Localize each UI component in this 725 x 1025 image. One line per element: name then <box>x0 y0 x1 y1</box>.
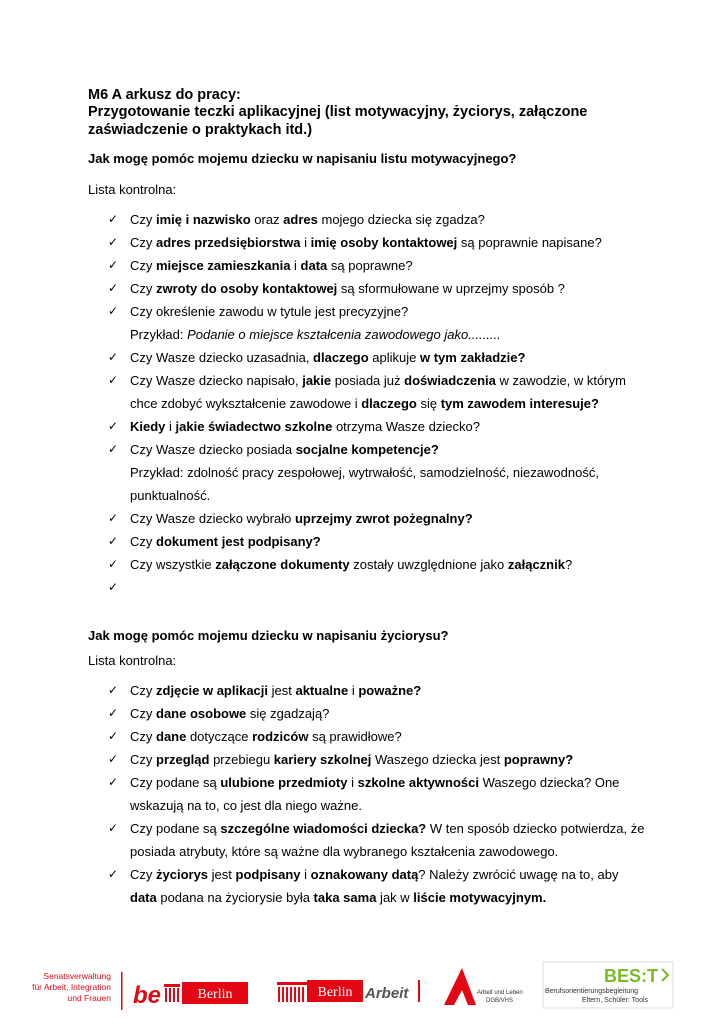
section1-label: Lista kontrolna: <box>88 182 177 197</box>
checklist-item <box>88 553 648 576</box>
checklist-item <box>88 277 648 300</box>
brandenburg-gate-icon <box>164 984 180 1002</box>
checklist-item-text: Czy określenie zawodu w tytule jest precyzyjne? <box>130 304 409 319</box>
checklist-item <box>88 507 648 530</box>
checklist-cover-letter <box>88 208 648 599</box>
berlin-arbeit-logo <box>277 980 420 1002</box>
checkmark-icon: ✓ <box>108 534 119 548</box>
checkmark-icon: ✓ <box>108 867 119 881</box>
checklist-item <box>88 369 648 415</box>
berlin-text-1: Berlin <box>197 987 233 1002</box>
checklist-cv <box>88 679 648 909</box>
checklist-item <box>88 346 648 369</box>
checklist-item-text: Czy adres przedsiębiorstwa i imię osoby kontaktowej są poprawnie napisane? <box>130 235 602 250</box>
worksheet-subtitle: Przygotowanie teczki aplikacyjnej (list motywacyjny, życiorys, załączone zaświadczenie o praktykach itd.) <box>88 104 588 138</box>
best-arrow-icon <box>662 969 668 981</box>
checkmark-icon: ✓ <box>108 281 119 295</box>
checkmark-icon: ✓ <box>108 212 119 226</box>
arbeit-und-leben-logo <box>444 968 523 1005</box>
checklist-item <box>88 725 648 748</box>
checklist-item-text: Czy miejsce zamieszkania i data są poprawne? <box>130 258 413 273</box>
checkmark-icon: ✓ <box>108 304 119 318</box>
checklist-item-text: Czy zwroty do osoby kontaktowej są sformułowane w uprzejmy sposób ? <box>130 281 565 296</box>
brandenburg-gate-icon-2 <box>277 982 307 1002</box>
checklist-item-text: Kiedy i jakie świadectwo szkolne otrzyma Wasze dziecko? <box>130 419 480 434</box>
checkmark-icon: ✓ <box>108 580 119 594</box>
checklist-item <box>88 231 648 254</box>
checkmark-icon: ✓ <box>108 350 119 364</box>
senat-line-1: Senatsverwaltung <box>43 971 111 981</box>
checklist-item <box>88 748 648 771</box>
checklist-item-text: Czy Wasze dziecko uzasadnia, dlaczego aplikuje w tym zakładzie? <box>130 350 526 365</box>
checklist-item-text: Czy podane są ulubione przedmioty i szkolne aktywności Waszego dziecka? One wskazują na to, co jest dla niego ważne. <box>130 775 620 813</box>
arbeit-divider <box>418 980 420 1002</box>
footer-logo-strip <box>0 960 725 1020</box>
checkmark-icon: ✓ <box>108 419 119 433</box>
checklist-item-text: Czy dane osobowe się zgadzają? <box>130 706 330 721</box>
checklist-item-text: Czy imię i nazwisko oraz adres mojego dziecka się zgadza? <box>130 212 485 227</box>
aul-line-1: Arbeit und Leben <box>477 990 523 996</box>
checkmark-icon: ✓ <box>108 557 119 571</box>
footer-logos <box>0 960 725 1020</box>
berlin-text-2: Berlin <box>317 985 353 1000</box>
checklist-item <box>88 530 648 553</box>
checklist-item-text: Czy dokument jest podpisany? <box>130 534 321 549</box>
checklist-item-text: Czy podane są szczególne wiadomości dziecka? W ten sposób dziecko potwierdza, że posiada atrybuty, które są ważne dla wybranego kształcenia zawodowego. <box>130 821 645 859</box>
checklist-item-text: Czy życiorys jest podpisany i oznakowany datą? Należy zwrócić uwagę na to, aby data podana na życiorysie była taka sama jak w liście motywacyjnym. <box>130 867 619 905</box>
checklist-item-text: Czy dane dotyczące rodziców są prawidłowe? <box>130 729 402 744</box>
checkmark-icon: ✓ <box>108 373 119 387</box>
checklist-item <box>88 702 648 725</box>
checkmark-icon: ✓ <box>108 706 119 720</box>
checklist-item-text: Czy Wasze dziecko wybrało uprzejmy zwrot pożegnalny? <box>130 511 473 526</box>
best-line-2: Eltern, Schüler: Tools <box>582 997 649 1004</box>
example-text: Przykład: Podanie o miejsce kształcenia zawodowego jako......... <box>130 327 501 342</box>
best-line-1: Berufsorientierungsbegleitung <box>545 988 639 995</box>
senat-line-2: für Arbeit, Integration <box>32 982 111 992</box>
best-logo <box>543 962 673 1008</box>
senat-logo <box>32 971 122 1010</box>
checkmark-icon: ✓ <box>108 235 119 249</box>
section2-label: Lista kontrolna: <box>88 653 177 668</box>
be-text: be <box>133 982 162 1009</box>
checklist-item <box>88 863 648 909</box>
checkmark-icon: ✓ <box>108 821 119 835</box>
checklist-item-text: Czy przegląd przebiegu kariery szkolnej Waszego dziecka jest poprawny? <box>130 752 574 767</box>
senat-divider <box>121 972 123 1010</box>
checkmark-icon: ✓ <box>108 683 119 697</box>
checkmark-icon: ✓ <box>108 511 119 525</box>
checkmark-icon: ✓ <box>108 729 119 743</box>
checklist-item <box>88 817 648 863</box>
checklist-item <box>88 254 648 277</box>
checklist-item-text: Czy wszystkie załączone dokumenty zostały uwzględnione jako załącznik? <box>130 557 573 572</box>
checklist-item-text: Czy Wasze dziecko posiada socjalne kompetencje? <box>130 442 439 457</box>
checkmark-icon: ✓ <box>108 752 119 766</box>
checklist-item <box>88 300 648 323</box>
checkmark-icon: ✓ <box>108 442 119 456</box>
worksheet-title: M6 A arkusz do pracy: <box>88 87 241 103</box>
checklist-item-text <box>130 580 134 595</box>
be-berlin-logo <box>133 982 248 1009</box>
checklist-item <box>88 576 648 599</box>
best-text: BES:T <box>604 966 658 986</box>
checklist-item <box>88 771 648 817</box>
checkmark-icon: ✓ <box>108 258 119 272</box>
aul-line-2: DGB/VHS <box>486 998 514 1004</box>
section2-question: Jak mogę pomóc mojemu dziecku w napisaniu życiorysu? <box>88 628 449 643</box>
checklist-item <box>88 208 648 231</box>
example-text: Przykład: zdolność pracy zespołowej, wytrwałość, samodzielność, niezawodność, punktualność. <box>130 465 599 503</box>
checklist-item <box>88 679 648 702</box>
arbeit-text: Arbeit <box>365 985 409 1002</box>
checklist-item <box>88 415 648 438</box>
section1-question: Jak mogę pomóc mojemu dziecku w napisaniu listu motywacyjnego? <box>88 151 517 166</box>
checkmark-icon: ✓ <box>108 775 119 789</box>
checklist-item-text: Czy Wasze dziecko napisało, jakie posiada już doświadczenia w zawodzie, w którym chce zdobyć wykształcenie zawodowe i dlaczego się tym zawodem interesuje? <box>130 373 626 411</box>
senat-line-3: und Frauen <box>67 993 111 1003</box>
checklist-item-text: Czy zdjęcie w aplikacji jest aktualne i poważne? <box>130 683 422 698</box>
checklist-item <box>88 438 648 461</box>
arbeit-und-leben-icon <box>444 968 476 1005</box>
